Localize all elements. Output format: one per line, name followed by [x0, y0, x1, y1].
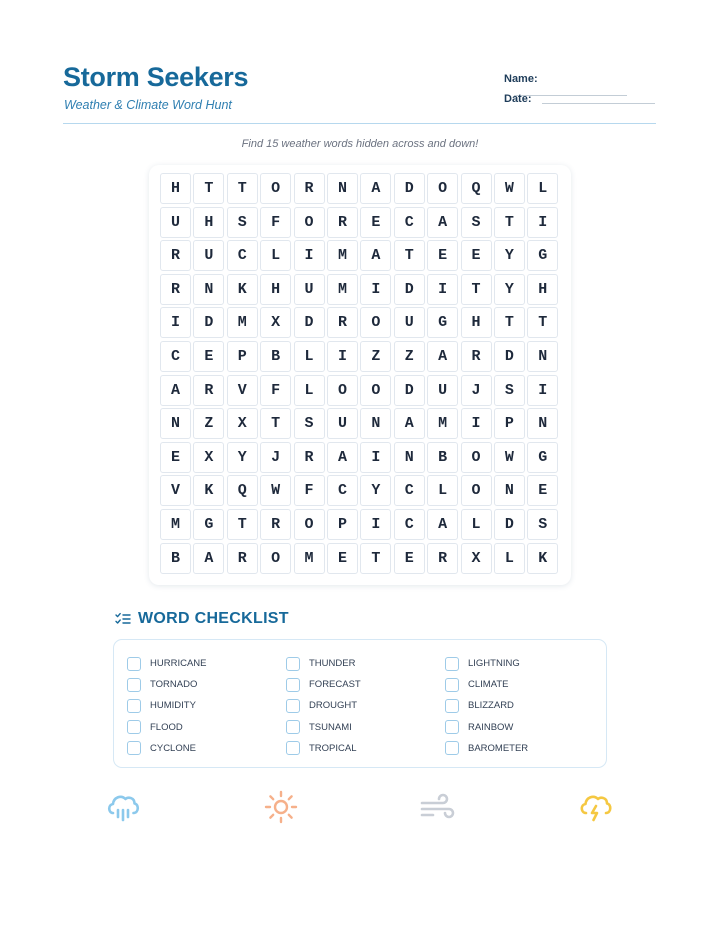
grid-cell[interactable]: M — [227, 307, 258, 338]
name-label: Name: — [504, 73, 538, 85]
checklist-item[interactable] — [286, 738, 445, 759]
grid-cell[interactable]: R — [160, 240, 191, 271]
checkbox[interactable] — [286, 657, 300, 671]
grid-cell[interactable]: I — [360, 274, 391, 305]
grid-cell[interactable]: L — [427, 475, 458, 506]
checklist-item[interactable] — [127, 738, 286, 759]
grid-cell[interactable]: P — [327, 509, 358, 540]
grid-cell[interactable]: S — [527, 509, 558, 540]
grid-cell[interactable]: P — [494, 408, 525, 439]
checkbox[interactable] — [445, 657, 459, 671]
grid-cell[interactable]: N — [360, 408, 391, 439]
grid-cell[interactable]: D — [394, 173, 425, 204]
grid-cell[interactable]: M — [327, 240, 358, 271]
grid-cell[interactable]: E — [360, 207, 391, 238]
checklist-word: LIGHTNING — [468, 658, 520, 670]
grid-cell[interactable]: L — [527, 173, 558, 204]
grid-cell[interactable]: K — [527, 543, 558, 574]
checkbox[interactable] — [445, 741, 459, 755]
checklist-header — [115, 610, 289, 628]
grid-cell[interactable]: K — [193, 475, 224, 506]
grid-cell[interactable]: C — [227, 240, 258, 271]
grid-cell[interactable]: O — [260, 173, 291, 204]
checkbox[interactable] — [445, 720, 459, 734]
grid-cell[interactable]: T — [260, 408, 291, 439]
checklist-icon — [115, 612, 131, 626]
checklist-item[interactable] — [127, 717, 286, 738]
checklist-word: RAINBOW — [468, 721, 514, 733]
grid-cell[interactable]: A — [394, 408, 425, 439]
grid-cell[interactable]: C — [394, 207, 425, 238]
grid-cell[interactable]: N — [160, 408, 191, 439]
header — [63, 62, 656, 124]
rain-cloud-icon — [105, 789, 141, 825]
grid-cell[interactable]: T — [193, 173, 224, 204]
storm-cloud-icon — [577, 789, 613, 825]
grid-cell[interactable]: H — [160, 173, 191, 204]
grid-cell[interactable]: I — [360, 509, 391, 540]
checklist-box — [113, 639, 607, 768]
grid-cell[interactable]: J — [461, 375, 492, 406]
grid-cell[interactable]: G — [527, 240, 558, 271]
grid-cell[interactable]: L — [260, 240, 291, 271]
checklist-item[interactable] — [445, 674, 604, 695]
grid-cell[interactable]: W — [494, 442, 525, 473]
page-subtitle: Weather & Climate Word Hunt — [64, 98, 232, 112]
grid-cell[interactable]: N — [394, 442, 425, 473]
grid-cell[interactable]: D — [294, 307, 325, 338]
grid-cell[interactable]: A — [360, 240, 391, 271]
grid-cell[interactable]: V — [227, 375, 258, 406]
grid-cell[interactable]: Z — [193, 408, 224, 439]
grid-cell[interactable]: P — [227, 341, 258, 372]
checkbox[interactable] — [286, 741, 300, 755]
checklist-item[interactable] — [445, 738, 604, 759]
grid-cell[interactable]: A — [427, 509, 458, 540]
grid-cell[interactable]: X — [227, 408, 258, 439]
checklist-item[interactable] — [445, 717, 604, 738]
checklist-item[interactable] — [127, 674, 286, 695]
grid-cell[interactable]: O — [461, 442, 492, 473]
grid-cell[interactable]: K — [227, 274, 258, 305]
checklist-word: TSUNAMI — [309, 721, 352, 733]
grid-cell[interactable]: T — [527, 307, 558, 338]
grid-cell[interactable]: I — [427, 274, 458, 305]
checklist-word: BLIZZARD — [468, 700, 514, 712]
grid-cell[interactable]: B — [260, 341, 291, 372]
grid-cell[interactable]: Z — [360, 341, 391, 372]
grid-cell[interactable]: R — [260, 509, 291, 540]
grid-cell[interactable]: R — [294, 442, 325, 473]
grid-cell[interactable]: E — [193, 341, 224, 372]
checklist-title: WORD CHECKLIST — [138, 610, 289, 627]
grid-cell[interactable]: S — [227, 207, 258, 238]
checklist-item[interactable] — [445, 653, 604, 674]
grid-cell[interactable]: G — [193, 509, 224, 540]
grid-cell[interactable]: D — [494, 341, 525, 372]
word-search-grid — [160, 173, 558, 574]
grid-cell[interactable]: E — [427, 240, 458, 271]
checklist-word: CYCLONE — [150, 742, 196, 754]
checklist-word: THUNDER — [309, 658, 356, 670]
date-field[interactable] — [504, 93, 655, 105]
grid-cell[interactable]: D — [494, 509, 525, 540]
footer-icons — [105, 789, 615, 825]
grid-cell[interactable]: A — [427, 207, 458, 238]
grid-cell[interactable]: G — [527, 442, 558, 473]
grid-cell[interactable]: U — [427, 375, 458, 406]
grid-cell[interactable]: X — [461, 543, 492, 574]
grid-cell[interactable]: X — [193, 442, 224, 473]
grid-cell[interactable]: T — [394, 240, 425, 271]
grid-cell[interactable]: R — [461, 341, 492, 372]
grid-cell[interactable]: T — [227, 173, 258, 204]
page-title: Storm Seekers — [63, 62, 249, 92]
grid-cell[interactable]: Y — [494, 274, 525, 305]
grid-cell[interactable]: C — [160, 341, 191, 372]
grid-cell[interactable]: O — [260, 543, 291, 574]
grid-cell[interactable]: S — [494, 375, 525, 406]
grid-cell[interactable]: Q — [461, 173, 492, 204]
grid-cell[interactable]: I — [327, 341, 358, 372]
grid-cell[interactable]: R — [327, 207, 358, 238]
checkbox[interactable] — [445, 678, 459, 692]
checklist-word: DROUGHT — [309, 700, 358, 712]
grid-cell[interactable]: R — [427, 543, 458, 574]
grid-cell[interactable]: R — [294, 173, 325, 204]
checkbox[interactable] — [127, 699, 141, 713]
grid-cell[interactable]: Y — [360, 475, 391, 506]
grid-cell[interactable]: F — [260, 207, 291, 238]
checkbox[interactable] — [286, 699, 300, 713]
checklist-word: TORNADO — [150, 679, 198, 691]
grid-cell[interactable]: E — [394, 543, 425, 574]
grid-cell[interactable]: U — [394, 307, 425, 338]
checkbox[interactable] — [127, 678, 141, 692]
grid-cell[interactable]: I — [360, 442, 391, 473]
checklist-word: HUMIDITY — [150, 700, 196, 712]
grid-cell[interactable]: H — [193, 207, 224, 238]
grid-cell[interactable]: M — [160, 509, 191, 540]
checkbox[interactable] — [445, 699, 459, 713]
grid-cell[interactable]: I — [527, 207, 558, 238]
grid-cell[interactable]: D — [394, 274, 425, 305]
checkbox[interactable] — [127, 741, 141, 755]
grid-cell[interactable]: H — [527, 274, 558, 305]
grid-cell[interactable]: I — [461, 408, 492, 439]
grid-cell[interactable]: W — [260, 475, 291, 506]
grid-cell[interactable]: U — [160, 207, 191, 238]
grid-cell[interactable]: Y — [494, 240, 525, 271]
checklist-word: FLOOD — [150, 721, 183, 733]
grid-cell[interactable]: I — [527, 375, 558, 406]
grid-cell[interactable]: M — [427, 408, 458, 439]
grid-cell[interactable]: U — [193, 240, 224, 271]
grid-cell[interactable]: L — [294, 341, 325, 372]
grid-cell[interactable]: T — [227, 509, 258, 540]
grid-cell[interactable]: L — [461, 509, 492, 540]
grid-cell[interactable]: S — [461, 207, 492, 238]
grid-cell[interactable]: L — [294, 375, 325, 406]
grid-cell[interactable]: D — [193, 307, 224, 338]
wind-icon — [419, 789, 455, 825]
checklist-word: TROPICAL — [309, 742, 357, 754]
grid-cell[interactable]: R — [160, 274, 191, 305]
grid-cell[interactable]: O — [294, 509, 325, 540]
checkbox[interactable] — [127, 720, 141, 734]
grid-cell[interactable]: R — [327, 307, 358, 338]
grid-cell[interactable]: Z — [394, 341, 425, 372]
grid-cell[interactable]: A — [427, 341, 458, 372]
grid-cell[interactable]: N — [527, 341, 558, 372]
grid-cell[interactable]: O — [427, 173, 458, 204]
instruction-text: Find 15 weather words hidden across and down! — [241, 138, 479, 150]
checklist-item[interactable] — [445, 695, 604, 716]
checklist-item[interactable] — [127, 653, 286, 674]
grid-cell[interactable]: M — [327, 274, 358, 305]
grid-cell[interactable]: H — [260, 274, 291, 305]
checklist-word: CLIMATE — [468, 679, 509, 691]
grid-cell[interactable]: N — [193, 274, 224, 305]
grid-cell[interactable]: T — [494, 207, 525, 238]
grid-cell[interactable]: O — [360, 307, 391, 338]
grid-cell[interactable]: O — [461, 475, 492, 506]
grid-cell[interactable]: M — [294, 543, 325, 574]
grid-cell[interactable]: E — [327, 543, 358, 574]
grid-cell[interactable]: N — [327, 173, 358, 204]
grid-cell[interactable]: D — [394, 375, 425, 406]
grid-cell[interactable]: A — [327, 442, 358, 473]
grid-cell[interactable]: A — [360, 173, 391, 204]
checklist-item[interactable] — [286, 717, 445, 738]
grid-cell[interactable]: C — [394, 475, 425, 506]
grid-cell[interactable]: F — [260, 375, 291, 406]
checklist-word: HURRICANE — [150, 658, 207, 670]
sun-icon — [263, 789, 299, 825]
grid-cell[interactable]: T — [494, 307, 525, 338]
grid-cell[interactable]: O — [360, 375, 391, 406]
grid-cell[interactable]: C — [327, 475, 358, 506]
checkbox[interactable] — [127, 657, 141, 671]
checklist-word: BAROMETER — [468, 742, 529, 754]
grid-cell[interactable]: I — [294, 240, 325, 271]
grid-cell[interactable]: J — [260, 442, 291, 473]
grid-cell[interactable]: H — [461, 307, 492, 338]
grid-cell[interactable]: R — [193, 375, 224, 406]
grid-cell[interactable]: E — [160, 442, 191, 473]
grid-cell[interactable]: L — [494, 543, 525, 574]
grid-cell[interactable]: B — [160, 543, 191, 574]
grid-cell[interactable]: E — [461, 240, 492, 271]
grid-cell[interactable]: E — [527, 475, 558, 506]
checkbox[interactable] — [286, 678, 300, 692]
grid-cell[interactable]: I — [160, 307, 191, 338]
grid-cell[interactable]: W — [494, 173, 525, 204]
grid-cell[interactable]: N — [527, 408, 558, 439]
grid-cell[interactable]: V — [160, 475, 191, 506]
checklist-item[interactable] — [127, 695, 286, 716]
date-label: Date: — [504, 93, 532, 105]
grid-cell[interactable]: U — [294, 274, 325, 305]
grid-cell[interactable]: S — [294, 408, 325, 439]
word-search-card — [149, 165, 571, 585]
checklist-item[interactable] — [286, 674, 445, 695]
checklist-item[interactable] — [286, 653, 445, 674]
grid-cell[interactable]: A — [160, 375, 191, 406]
grid-cell[interactable]: C — [394, 509, 425, 540]
date-line[interactable] — [542, 103, 655, 104]
grid-cell[interactable]: B — [427, 442, 458, 473]
grid-cell[interactable]: X — [260, 307, 291, 338]
grid-cell[interactable]: T — [360, 543, 391, 574]
grid-cell[interactable]: G — [427, 307, 458, 338]
checklist-word: FORECAST — [309, 679, 361, 691]
grid-cell[interactable]: T — [461, 274, 492, 305]
grid-cell[interactable]: O — [294, 207, 325, 238]
grid-cell[interactable]: A — [193, 543, 224, 574]
checkbox[interactable] — [286, 720, 300, 734]
grid-cell[interactable]: U — [327, 408, 358, 439]
grid-cell[interactable]: F — [294, 475, 325, 506]
grid-cell[interactable]: Y — [227, 442, 258, 473]
grid-cell[interactable]: N — [494, 475, 525, 506]
grid-cell[interactable]: Q — [227, 475, 258, 506]
word-list — [127, 653, 604, 759]
grid-cell[interactable]: R — [227, 543, 258, 574]
grid-cell[interactable]: O — [327, 375, 358, 406]
checklist-item[interactable] — [286, 695, 445, 716]
